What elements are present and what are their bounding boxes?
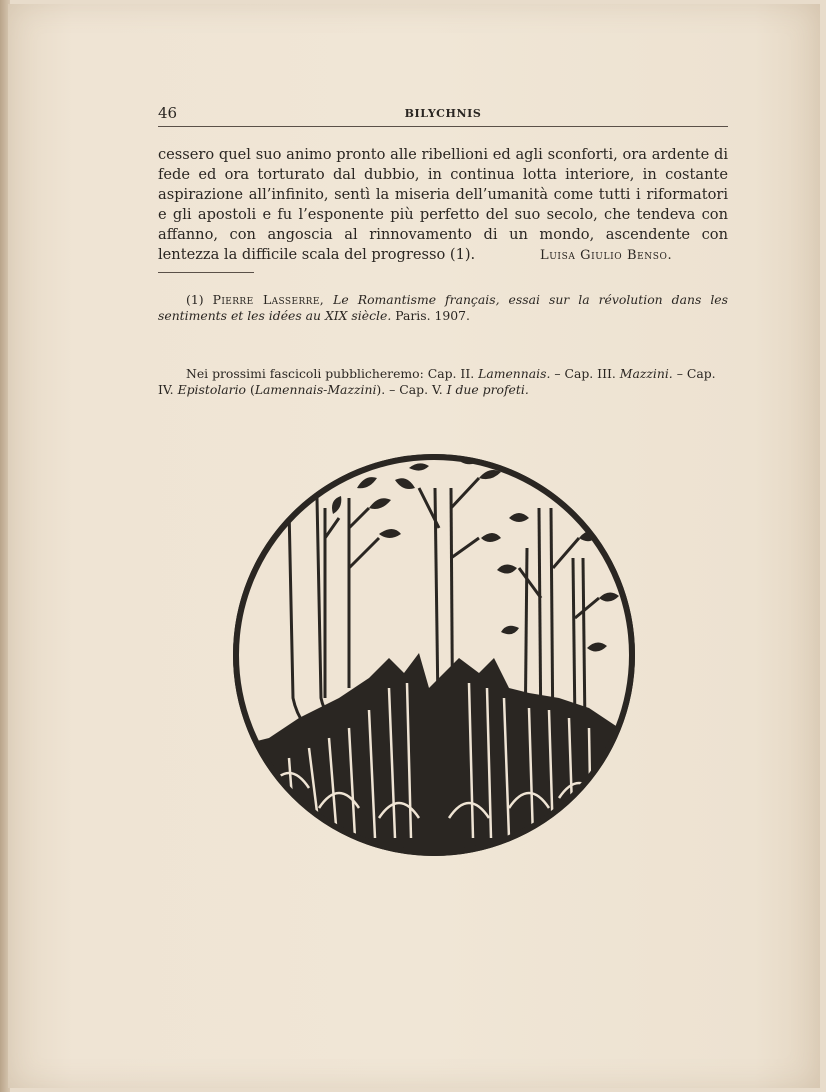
body-paragraph: cessero quel suo animo pronto alle ribellioni ed agli sconforti, ora ardente di fede ed ora torturato dal dubbio, in continua lotta interiore, in costante aspirazione all’infinito, sentì la miseria dell’umanità come tutti i riformatori e gli apostoli e fu l’esponente più perfetto del suo secolo, che tendeva con affanno, con angoscia al rinnovamento di un mondo, ascendente con lentezza la difficile scala del progresso (1). — [158, 146, 728, 263]
footnote — [158, 292, 728, 324]
chapter-4-subtitle: Lamennais-Mazzini — [254, 382, 377, 397]
separator-3: – Cap. III. — [554, 366, 616, 381]
page-header — [158, 104, 728, 127]
footnote-author: Pierre Lasserre, — [212, 292, 325, 307]
next-issues-announcement — [158, 366, 728, 398]
chapter-3-title: Mazzini. — [619, 366, 673, 381]
separator-5: – Cap. V. — [389, 382, 443, 397]
chapter-4-title: Epistolario — [177, 382, 247, 397]
footnote-marker: (1) — [186, 292, 204, 307]
chapter-2-title: Lamennais. — [478, 366, 551, 381]
author-signature: Luisa Giulio Benso. — [540, 248, 673, 263]
forest-vignette-illustration — [229, 448, 639, 862]
paren-open: ( — [249, 382, 255, 397]
page-number: 46 — [158, 104, 178, 122]
separator-4: – Cap. IV. — [158, 366, 716, 397]
footnote-title: Le Romantisme français, essai sur la révolution dans les sentiments et les idées au XIX siècle. — [158, 292, 728, 323]
footnote-divider — [158, 272, 254, 273]
announcement-intro: Nei prossimi fascicoli pubblicheremo: Cap. II. — [186, 366, 475, 381]
footnote-place-year: Paris. 1907. — [395, 308, 470, 323]
running-title: BILYCHNIS — [404, 107, 482, 120]
chapter-5-title: I due profeti. — [446, 382, 529, 397]
paren-close: ). — [376, 382, 386, 397]
